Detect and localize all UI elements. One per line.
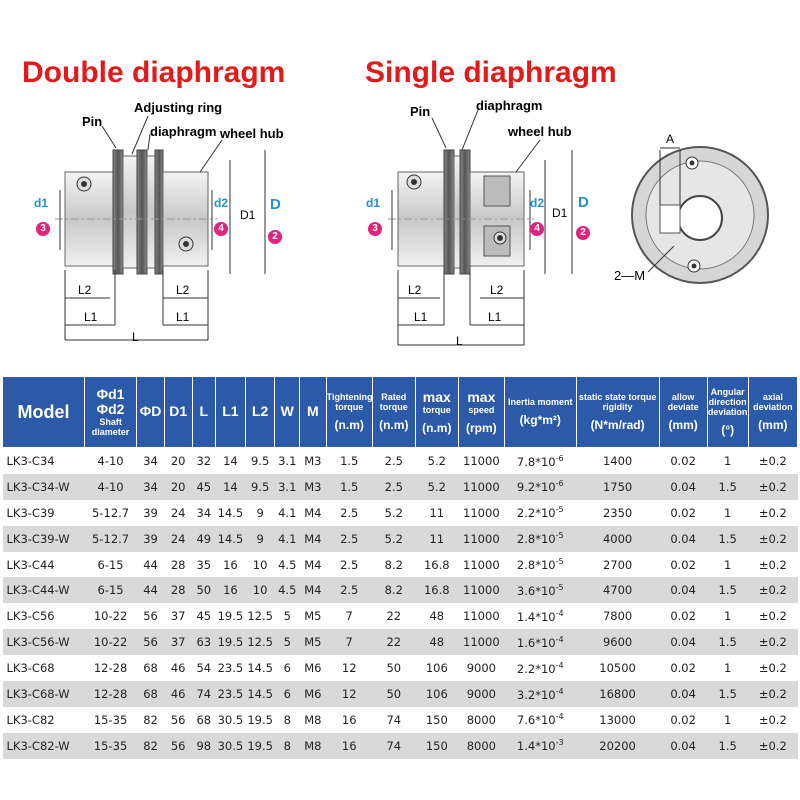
dim-L1-double-right: L1 (176, 310, 190, 324)
cell-D: 82 (137, 733, 165, 759)
cell-L2: 14.5 (245, 655, 275, 681)
cell-W: 5 (275, 629, 300, 655)
cell-L1: 14.5 (216, 500, 246, 526)
cell-W: 6 (275, 655, 300, 681)
cell-angular: 1 (707, 655, 748, 681)
cell-max-torque: 106 (415, 681, 458, 707)
cell-D: 68 (137, 655, 165, 681)
cell-static: 7800 (576, 603, 659, 629)
double-diaphragm-label: diaphragm (150, 124, 217, 139)
dim-2M: 2—M (614, 268, 646, 283)
table-row (3, 474, 798, 500)
cell-rated: 8.2 (372, 577, 415, 603)
cell-shaft: 15-35 (84, 707, 136, 733)
cell-tightening: 2.5 (326, 500, 372, 526)
cell-rated: 74 (372, 707, 415, 733)
table-row (3, 603, 798, 629)
table-row (3, 681, 798, 707)
cell-tightening: 12 (326, 655, 372, 681)
cell-model: LK3-C34 (3, 448, 85, 474)
cell-allow: 0.02 (659, 707, 707, 733)
dim-L2-double-left: L2 (78, 283, 92, 297)
table-row (3, 500, 798, 526)
cell-tightening: 2.5 (326, 526, 372, 552)
cell-D1: 28 (164, 552, 192, 578)
cell-L1: 16 (216, 552, 246, 578)
cell-static: 10500 (576, 655, 659, 681)
cell-model: LK3-C39-W (3, 526, 85, 552)
cell-axial: ±0.2 (748, 552, 797, 578)
header-W: W (275, 377, 300, 448)
cell-allow: 0.02 (659, 655, 707, 681)
cell-axial: ±0.2 (748, 655, 797, 681)
dim-L2-double-right: L2 (176, 283, 190, 297)
cell-inertia: $2.2*10^{-4}$ (504, 655, 576, 681)
cell-inertia: $2.2*10^{-5}$ (504, 500, 576, 526)
marker-2-single: 2 (576, 226, 590, 240)
cell-angular: 1 (707, 552, 748, 578)
cell-allow: 0.02 (659, 603, 707, 629)
cell-shaft: 5-12.7 (84, 526, 136, 552)
cell-M: M8 (300, 733, 327, 759)
cell-shaft: 5-12.7 (84, 500, 136, 526)
cell-angular: 1 (707, 707, 748, 733)
dim-d1-double: d1 (34, 196, 49, 210)
marker-2-double: 2 (268, 230, 282, 244)
cell-axial: ±0.2 (748, 448, 797, 474)
cell-rated: 5.2 (372, 526, 415, 552)
cell-axial: ±0.2 (748, 707, 797, 733)
cell-L: 45 (192, 603, 216, 629)
cell-max-speed: 11000 (458, 448, 504, 474)
cell-max-torque: 5.2 (415, 474, 458, 500)
cell-L2: 9 (245, 500, 275, 526)
cell-axial: ±0.2 (748, 577, 797, 603)
cell-inertia: $2.8*10^{-5}$ (504, 526, 576, 552)
cell-M: M6 (300, 655, 327, 681)
cell-D: 44 (137, 552, 165, 578)
cell-L1: 16 (216, 577, 246, 603)
cell-model: LK3-C56-W (3, 629, 85, 655)
table-row (3, 733, 798, 759)
cell-W: 3.1 (275, 448, 300, 474)
cell-max-torque: 5.2 (415, 448, 458, 474)
cell-max-speed: 9000 (458, 681, 504, 707)
cell-M: M5 (300, 603, 327, 629)
header-D1: D1 (164, 377, 192, 448)
cell-allow: 0.02 (659, 552, 707, 578)
cell-static: 13000 (576, 707, 659, 733)
marker-4-single: 4 (530, 222, 544, 236)
double-adjusting-ring-label: Adjusting ring (134, 100, 223, 115)
double-pin-label: Pin (82, 114, 103, 129)
dim-d2-double: d2 (214, 196, 229, 210)
cell-max-speed: 11000 (458, 526, 504, 552)
cell-max-torque: 11 (415, 500, 458, 526)
cell-L: 54 (192, 655, 216, 681)
cell-M: M6 (300, 681, 327, 707)
header-angular-deviation: Angular direction deviation (°) (707, 377, 748, 448)
cell-rated: 50 (372, 681, 415, 707)
cell-L: 49 (192, 526, 216, 552)
cell-allow: 0.04 (659, 526, 707, 552)
cell-max-speed: 8000 (458, 733, 504, 759)
cell-max-speed: 11000 (458, 629, 504, 655)
cell-tightening: 1.5 (326, 474, 372, 500)
header-shaft-diameter: Φd1 Φd2 Shaft diameter (84, 377, 136, 448)
cell-W: 4.1 (275, 526, 300, 552)
cell-L: 98 (192, 733, 216, 759)
cell-W: 4.1 (275, 500, 300, 526)
cell-rated: 22 (372, 603, 415, 629)
dim-D-single: D (578, 194, 589, 211)
cell-rated: 8.2 (372, 552, 415, 578)
cell-L1: 19.5 (216, 629, 246, 655)
cell-tightening: 16 (326, 707, 372, 733)
cell-model: LK3-C56 (3, 603, 85, 629)
cell-axial: ±0.2 (748, 526, 797, 552)
marker-3-single: 3 (368, 222, 382, 236)
header-L: L (192, 377, 216, 448)
cell-angular: 1.5 (707, 577, 748, 603)
table-row (3, 526, 798, 552)
dim-d2-single: d2 (530, 196, 545, 210)
header-L1: L1 (216, 377, 246, 448)
cell-inertia: $3.2*10^{-4}$ (504, 681, 576, 707)
cell-rated: 5.2 (372, 500, 415, 526)
cell-static: 1400 (576, 448, 659, 474)
cell-L1: 19.5 (216, 603, 246, 629)
header-allow-deviate: allow deviate (mm) (659, 377, 707, 448)
single-wheel-hub-label: wheel hub (508, 124, 572, 139)
cell-max-torque: 16.8 (415, 552, 458, 578)
dim-d1-single: d1 (366, 196, 381, 210)
cell-M: M8 (300, 707, 327, 733)
cell-angular: 1.5 (707, 474, 748, 500)
cell-M: M3 (300, 448, 327, 474)
table-row (3, 655, 798, 681)
cell-max-speed: 11000 (458, 577, 504, 603)
cell-W: 6 (275, 681, 300, 707)
title-single-diaphragm: Single diaphragm (365, 56, 617, 89)
cell-L: 68 (192, 707, 216, 733)
cell-tightening: 12 (326, 681, 372, 707)
cell-tightening: 16 (326, 733, 372, 759)
dim-D1-double: D1 (240, 208, 256, 222)
spec-table (2, 376, 798, 759)
cell-L1: 30.5 (216, 707, 246, 733)
cell-inertia: $7.6*10^{-4}$ (504, 707, 576, 733)
dim-L-single: L (456, 334, 463, 348)
cell-shaft: 10-22 (84, 629, 136, 655)
cell-rated: 50 (372, 655, 415, 681)
header-D: ΦD (137, 377, 165, 448)
cell-L1: 14 (216, 448, 246, 474)
cell-W: 5 (275, 603, 300, 629)
cell-static: 2350 (576, 500, 659, 526)
cell-axial: ±0.2 (748, 681, 797, 707)
cell-tightening: 2.5 (326, 577, 372, 603)
cell-axial: ±0.2 (748, 500, 797, 526)
cell-W: 3.1 (275, 474, 300, 500)
cell-D: 39 (137, 526, 165, 552)
marker-4-double: 4 (214, 222, 228, 236)
cell-L2: 12.5 (245, 629, 275, 655)
cell-M: M5 (300, 629, 327, 655)
cell-max-torque: 48 (415, 603, 458, 629)
cell-D1: 37 (164, 629, 192, 655)
cell-W: 4.5 (275, 552, 300, 578)
cell-W: 8 (275, 733, 300, 759)
cell-allow: 0.04 (659, 733, 707, 759)
cell-L: 50 (192, 577, 216, 603)
cell-max-torque: 150 (415, 707, 458, 733)
cell-angular: 1 (707, 448, 748, 474)
cell-L2: 10 (245, 552, 275, 578)
double-wheel-hub-label: wheel hub (220, 126, 284, 141)
dim-D1-single: D1 (552, 206, 568, 220)
cell-angular: 1 (707, 603, 748, 629)
cell-D: 56 (137, 629, 165, 655)
cell-model: LK3-C82 (3, 707, 85, 733)
cell-M: M4 (300, 552, 327, 578)
cell-L1: 23.5 (216, 655, 246, 681)
cell-max-speed: 11000 (458, 500, 504, 526)
cell-angular: 1 (707, 500, 748, 526)
cell-shaft: 12-28 (84, 681, 136, 707)
dim-A: A (666, 132, 675, 146)
cell-axial: ±0.2 (748, 474, 797, 500)
cell-shaft: 12-28 (84, 655, 136, 681)
cell-L1: 30.5 (216, 733, 246, 759)
cell-tightening: 1.5 (326, 448, 372, 474)
cell-inertia: $1.4*10^{-4}$ (504, 603, 576, 629)
cell-max-torque: 150 (415, 733, 458, 759)
cell-static: 4000 (576, 526, 659, 552)
header-rated-torque: Rated torque (n.m) (372, 377, 415, 448)
cell-D1: 20 (164, 474, 192, 500)
cell-D1: 20 (164, 448, 192, 474)
cell-max-torque: 11 (415, 526, 458, 552)
dim-D-double: D (270, 196, 281, 213)
cell-model: LK3-C34-W (3, 474, 85, 500)
cell-shaft: 4-10 (84, 474, 136, 500)
cell-max-torque: 48 (415, 629, 458, 655)
cell-static: 4700 (576, 577, 659, 603)
cell-inertia: $2.8*10^{-5}$ (504, 552, 576, 578)
cell-shaft: 4-10 (84, 448, 136, 474)
cell-D1: 46 (164, 655, 192, 681)
cell-static: 1750 (576, 474, 659, 500)
cell-L2: 19.5 (245, 733, 275, 759)
cell-L2: 9 (245, 526, 275, 552)
cell-max-speed: 11000 (458, 603, 504, 629)
cell-L1: 23.5 (216, 681, 246, 707)
cell-allow: 0.04 (659, 577, 707, 603)
cell-shaft: 10-22 (84, 603, 136, 629)
cell-L1: 14.5 (216, 526, 246, 552)
cell-model: LK3-C82-W (3, 733, 85, 759)
header-axial-deviation: axial deviation (mm) (748, 377, 797, 448)
cell-angular: 1.5 (707, 733, 748, 759)
cell-L2: 19.5 (245, 707, 275, 733)
cell-D1: 24 (164, 526, 192, 552)
cell-axial: ±0.2 (748, 629, 797, 655)
cell-L: 35 (192, 552, 216, 578)
double-coupling-drawing (55, 116, 265, 340)
table-row (3, 707, 798, 733)
header-M: M (300, 377, 327, 448)
cell-max-speed: 9000 (458, 655, 504, 681)
cell-allow: 0.02 (659, 500, 707, 526)
cell-W: 4.5 (275, 577, 300, 603)
cell-D1: 56 (164, 733, 192, 759)
table-row (3, 552, 798, 578)
cell-inertia: $3.6*10^{-5}$ (504, 577, 576, 603)
dim-L2-single-left: L2 (408, 283, 422, 297)
dim-L2-single-right: L2 (490, 283, 504, 297)
cell-inertia: $9.2*10^{-6}$ (504, 474, 576, 500)
cell-max-speed: 11000 (458, 474, 504, 500)
cell-D1: 24 (164, 500, 192, 526)
cell-rated: 2.5 (372, 474, 415, 500)
cell-D1: 46 (164, 681, 192, 707)
cell-max-speed: 8000 (458, 707, 504, 733)
cell-allow: 0.04 (659, 681, 707, 707)
cell-L: 74 (192, 681, 216, 707)
cell-inertia: $1.4*10^{-3}$ (504, 733, 576, 759)
cell-model: LK3-C44-W (3, 577, 85, 603)
cell-static: 2700 (576, 552, 659, 578)
cell-max-torque: 16.8 (415, 577, 458, 603)
cell-L2: 9.5 (245, 474, 275, 500)
cell-model: LK3-C68 (3, 655, 85, 681)
cell-L2: 12.5 (245, 603, 275, 629)
header-tightening-torque: Tightening torque (n.m) (326, 377, 372, 448)
coupling-drawings (0, 0, 800, 376)
cell-tightening: 7 (326, 603, 372, 629)
cell-D: 68 (137, 681, 165, 707)
cell-L: 45 (192, 474, 216, 500)
cell-D: 39 (137, 500, 165, 526)
cell-rated: 2.5 (372, 448, 415, 474)
cell-rated: 22 (372, 629, 415, 655)
dim-L1-single-left: L1 (414, 310, 428, 324)
dim-L1-single-right: L1 (488, 310, 502, 324)
cell-D: 34 (137, 474, 165, 500)
cell-allow: 0.04 (659, 474, 707, 500)
cell-angular: 1.5 (707, 526, 748, 552)
table-header-row (3, 377, 798, 448)
single-diaphragm-label: diaphragm (476, 98, 543, 113)
table-row (3, 577, 798, 603)
header-inertia-moment: Inertia moment (kg*m²) (504, 377, 576, 448)
cell-angular: 1.5 (707, 629, 748, 655)
cell-model: LK3-C44 (3, 552, 85, 578)
end-view-drawing (632, 147, 768, 283)
cell-shaft: 6-15 (84, 577, 136, 603)
cell-D1: 56 (164, 707, 192, 733)
cell-D1: 28 (164, 577, 192, 603)
cell-rated: 74 (372, 733, 415, 759)
cell-L: 34 (192, 500, 216, 526)
cell-static: 16800 (576, 681, 659, 707)
cell-inertia: $7.8*10^{-6}$ (504, 448, 576, 474)
cell-static: 9600 (576, 629, 659, 655)
cell-static: 20200 (576, 733, 659, 759)
cell-M: M4 (300, 526, 327, 552)
single-pin-label: Pin (410, 104, 431, 119)
cell-L: 32 (192, 448, 216, 474)
marker-3-double: 3 (36, 222, 50, 236)
dim-L-double: L (132, 330, 139, 344)
cell-tightening: 2.5 (326, 552, 372, 578)
cell-D1: 37 (164, 603, 192, 629)
cell-M: M4 (300, 577, 327, 603)
cell-L: 63 (192, 629, 216, 655)
cell-inertia: $1.6*10^{-4}$ (504, 629, 576, 655)
header-max-torque: max torque (n.m) (415, 377, 458, 448)
table-body (3, 448, 798, 759)
cell-D: 56 (137, 603, 165, 629)
cell-tightening: 7 (326, 629, 372, 655)
cell-model: LK3-C39 (3, 500, 85, 526)
cell-D: 82 (137, 707, 165, 733)
cell-L1: 14 (216, 474, 246, 500)
header-L2: L2 (245, 377, 275, 448)
header-model: Model (3, 377, 85, 448)
cell-allow: 0.02 (659, 448, 707, 474)
table-row (3, 448, 798, 474)
header-max-speed: max speed (rpm) (458, 377, 504, 448)
cell-M: M4 (300, 500, 327, 526)
cell-angular: 1.5 (707, 681, 748, 707)
cell-L2: 9.5 (245, 448, 275, 474)
cell-L2: 14.5 (245, 681, 275, 707)
cell-model: LK3-C68-W (3, 681, 85, 707)
cell-L2: 10 (245, 577, 275, 603)
cell-axial: ±0.2 (748, 603, 797, 629)
table-row (3, 629, 798, 655)
cell-max-speed: 11000 (458, 552, 504, 578)
cell-D: 44 (137, 577, 165, 603)
cell-shaft: 6-15 (84, 552, 136, 578)
cell-W: 8 (275, 707, 300, 733)
cell-D: 34 (137, 448, 165, 474)
cell-shaft: 15-35 (84, 733, 136, 759)
header-static-rigidity: static state torque rigidity (N*m/rad) (576, 377, 659, 448)
dim-L1-double-left: L1 (84, 310, 98, 324)
cell-max-torque: 106 (415, 655, 458, 681)
cell-allow: 0.04 (659, 629, 707, 655)
title-double-diaphragm: Double diaphragm (22, 56, 286, 89)
cell-M: M3 (300, 474, 327, 500)
cell-axial: ±0.2 (748, 733, 797, 759)
